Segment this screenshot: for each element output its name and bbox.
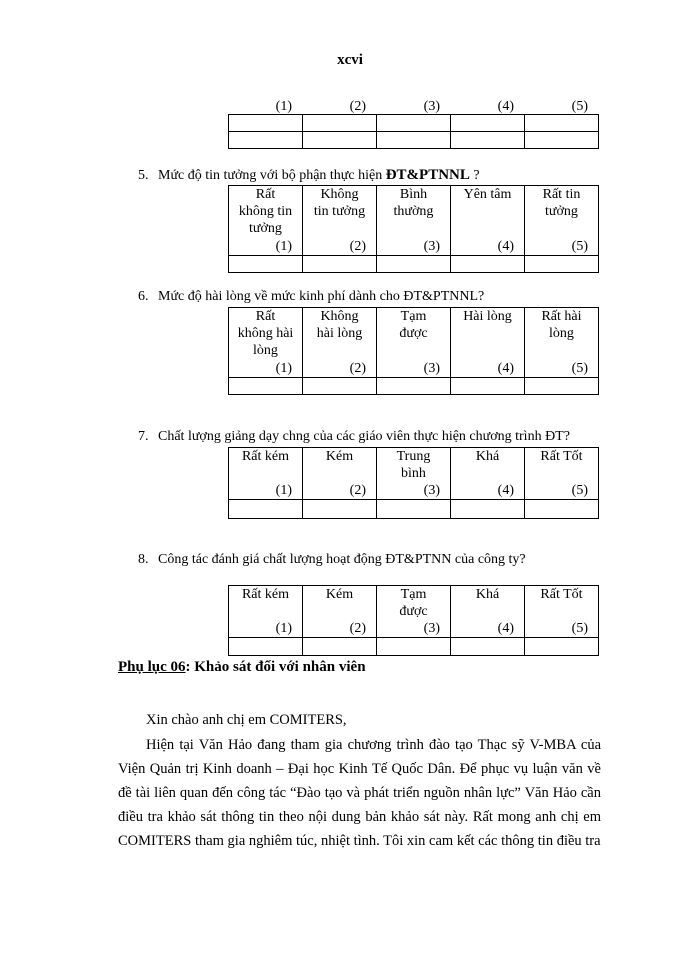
- option-cell: [229, 586, 303, 638]
- question-bold-term: ĐT&PTNNL: [385, 167, 470, 183]
- answer-cell[interactable]: [525, 132, 599, 149]
- answer-row: [229, 378, 599, 395]
- option-line: hài lòng: [316, 326, 363, 341]
- option-cell: [229, 186, 303, 256]
- question-number: 7.: [138, 429, 149, 444]
- option-cell: [377, 308, 451, 378]
- code-label: (3): [423, 361, 440, 376]
- option-line: Rất Tốt: [540, 449, 583, 464]
- question-number: 6.: [138, 289, 149, 304]
- answer-cell[interactable]: [525, 500, 599, 519]
- option-cell: [525, 586, 599, 638]
- code-label: (1): [275, 239, 292, 254]
- code-label: (2): [349, 239, 366, 254]
- option-line: lòng: [549, 326, 574, 341]
- option-cell: [303, 448, 377, 500]
- carryover-scale-table: [228, 99, 599, 149]
- answer-cell[interactable]: [377, 500, 451, 519]
- answer-row: [229, 638, 599, 656]
- option-line: lòng: [253, 343, 278, 358]
- option-line: Rất tin: [542, 187, 581, 202]
- option-line: Rất: [255, 309, 276, 324]
- option-cell: [229, 308, 303, 378]
- code-label: (4): [497, 99, 514, 114]
- question-number: 8.: [138, 552, 149, 567]
- question-8: [138, 552, 526, 568]
- answer-cell[interactable]: [451, 378, 525, 395]
- question-7: [138, 429, 570, 445]
- code-label: (2): [349, 621, 366, 636]
- option-line: Khá: [475, 449, 500, 464]
- greeting-text: Xin chào anh chị em COMITERS,: [146, 712, 347, 728]
- answer-cell[interactable]: [451, 132, 525, 149]
- question-6: [138, 289, 484, 305]
- question-text: Chất lượng giảng dạy chng của các giáo viên thực hiện chương trình ĐT?: [158, 429, 570, 444]
- code-label: (3): [423, 483, 440, 498]
- option-cell: [303, 586, 377, 638]
- code-label: (4): [497, 361, 514, 376]
- code-label: (3): [423, 99, 440, 114]
- option-line: không tin: [238, 204, 293, 219]
- option-line: tưởng: [249, 221, 282, 236]
- table-row: [229, 308, 599, 378]
- question-text: Mức độ hài lòng về mức kinh phí dành cho ĐT&PTNNL?: [158, 289, 485, 304]
- appendix-heading: [118, 659, 366, 676]
- answer-cell[interactable]: [303, 638, 377, 656]
- q5-scale-table: [228, 185, 599, 273]
- answer-cell[interactable]: [229, 500, 303, 519]
- appendix-title: : Khảo sát đối với nhân viên: [185, 659, 366, 675]
- option-line: tin tưởng: [313, 204, 366, 219]
- option-cell: [525, 308, 599, 378]
- option-line: Hài lòng: [463, 309, 512, 324]
- code-label: (1): [275, 361, 292, 376]
- code-cell: [525, 99, 599, 132]
- code-label: (1): [275, 99, 292, 114]
- q8-scale-table: [228, 585, 599, 656]
- option-line: thường: [393, 204, 434, 219]
- answer-cell[interactable]: [525, 638, 599, 656]
- answer-cell[interactable]: [377, 256, 451, 273]
- greeting: [118, 708, 601, 732]
- option-line: Rất kém: [241, 449, 290, 464]
- option-line: Tạm: [400, 587, 427, 602]
- code-label: (1): [275, 483, 292, 498]
- code-label: (5): [571, 99, 588, 114]
- option-cell: [377, 448, 451, 500]
- option-line: Trung: [396, 449, 431, 464]
- question-5: [138, 167, 480, 184]
- option-cell: [303, 308, 377, 378]
- answer-cell[interactable]: [451, 256, 525, 273]
- code-label: (2): [349, 483, 366, 498]
- option-line: Không: [320, 309, 359, 324]
- code-label: (5): [571, 239, 588, 254]
- table-row: [229, 186, 599, 256]
- code-label: (4): [497, 621, 514, 636]
- option-cell: [451, 448, 525, 500]
- answer-cell[interactable]: [303, 500, 377, 519]
- table-row: [229, 586, 599, 638]
- option-cell: [377, 586, 451, 638]
- question-text: Mức độ tin tưởng với bộ phận thực hiện: [158, 168, 386, 183]
- option-cell: [451, 186, 525, 256]
- answer-row: [229, 132, 599, 149]
- intro-paragraph: [118, 733, 601, 853]
- answer-cell[interactable]: [451, 638, 525, 656]
- answer-cell[interactable]: [229, 638, 303, 656]
- code-label: (5): [571, 361, 588, 376]
- option-cell: [525, 448, 599, 500]
- option-line: tưởng: [545, 204, 578, 219]
- option-line: Kém: [325, 587, 354, 602]
- code-label: (5): [571, 483, 588, 498]
- answer-cell[interactable]: [377, 378, 451, 395]
- option-line: được: [399, 604, 428, 619]
- paragraph-text: Hiện tại Văn Hảo đang tham gia chương trình đào tạo Thạc sỹ V-MBA của Viện Quản trị Kinh doanh – Đại học Kinh Tế Quốc Dân. Để phục vụ luận văn về đề tài liên quan đến công tác “Đào tạo và phát triển nguồn nhân lực” Văn Hảo cần điều tra khảo sát thông tin theo nội dung bản khảo sát này. Rất mong anh chị em COMITERS tham gia nghiêm túc, nhiệt tình. Tôi xin cam kết các thông tin điều tra: [118, 737, 601, 849]
- option-cell: [229, 448, 303, 500]
- code-cell: [229, 99, 303, 132]
- answer-cell[interactable]: [377, 132, 451, 149]
- option-line: Rất kém: [241, 587, 290, 602]
- question-text: Công tác đánh giá chất lượng hoạt động ĐT&PTNN của công ty?: [158, 552, 526, 567]
- option-cell: [303, 186, 377, 256]
- answer-cell[interactable]: [525, 378, 599, 395]
- answer-row: [229, 256, 599, 273]
- option-line: không hài: [237, 326, 294, 341]
- code-label: (3): [423, 621, 440, 636]
- answer-cell[interactable]: [303, 256, 377, 273]
- option-cell: [377, 186, 451, 256]
- answer-cell[interactable]: [229, 256, 303, 273]
- code-label: (2): [349, 361, 366, 376]
- option-line: Kém: [325, 449, 354, 464]
- q7-scale-table: [228, 447, 599, 519]
- code-label: (3): [423, 239, 440, 254]
- answer-cell[interactable]: [229, 132, 303, 149]
- page-number: xcvi: [337, 52, 363, 68]
- table-row: [229, 448, 599, 500]
- code-label: (2): [349, 99, 366, 114]
- code-label: (5): [571, 621, 588, 636]
- answer-cell[interactable]: [303, 132, 377, 149]
- code-cell: [377, 99, 451, 132]
- option-line: Khá: [475, 587, 500, 602]
- code-label: (1): [275, 621, 292, 636]
- code-label: (4): [497, 239, 514, 254]
- option-cell: [525, 186, 599, 256]
- option-cell: [451, 308, 525, 378]
- table-row: [229, 115, 599, 132]
- option-line: được: [399, 326, 428, 341]
- appendix-label: Phụ lục 06: [118, 659, 186, 675]
- answer-cell[interactable]: [303, 378, 377, 395]
- option-line: Không: [320, 187, 359, 202]
- answer-cell[interactable]: [377, 638, 451, 656]
- answer-cell[interactable]: [451, 500, 525, 519]
- option-line: Bình: [399, 187, 428, 202]
- option-line: bình: [401, 466, 426, 481]
- option-line: Rất: [255, 187, 276, 202]
- option-line: Rất hài: [541, 309, 582, 324]
- question-suffix: ?: [469, 168, 480, 183]
- option-line: Rất Tốt: [540, 587, 583, 602]
- option-line: Yên tâm: [463, 187, 512, 202]
- code-cell: [451, 99, 525, 132]
- option-cell: [451, 586, 525, 638]
- option-line: Tạm: [400, 309, 427, 324]
- code-label: (4): [497, 483, 514, 498]
- code-cell: [303, 99, 377, 132]
- answer-row: [229, 500, 599, 519]
- q6-scale-table: [228, 307, 599, 395]
- answer-cell[interactable]: [525, 256, 599, 273]
- question-number: 5.: [138, 168, 149, 183]
- answer-cell[interactable]: [229, 378, 303, 395]
